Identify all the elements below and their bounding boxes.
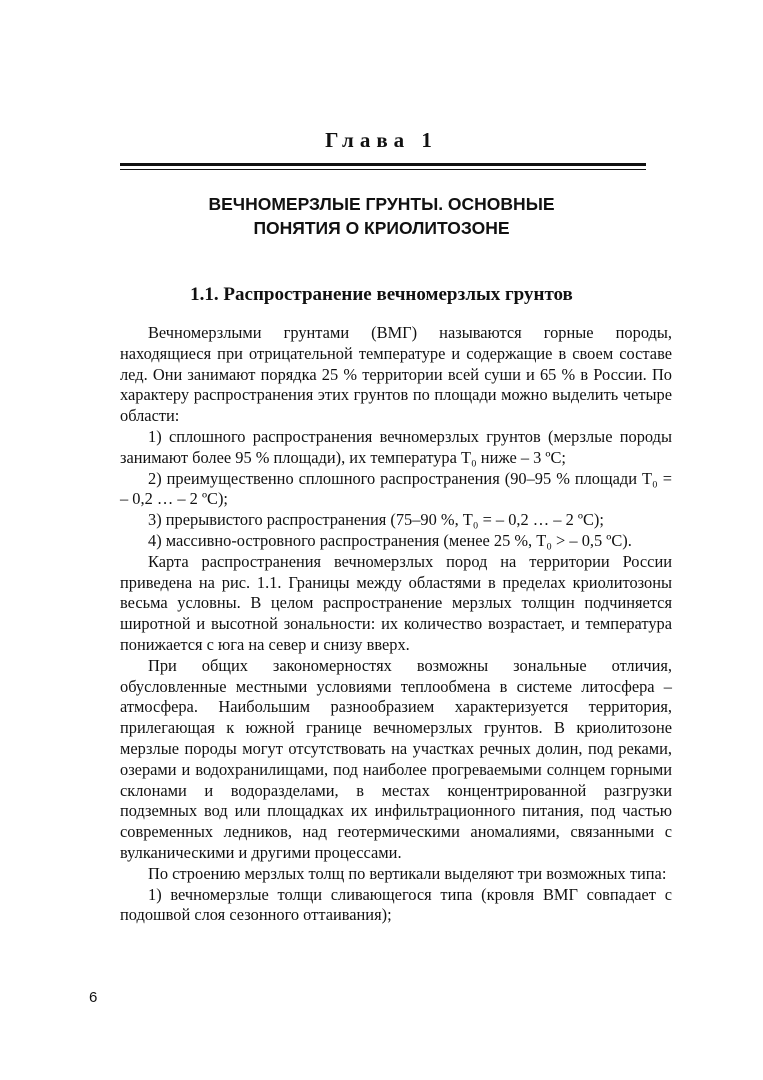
list-item: 1) сплошного распространения вечномерзлых грунтов (мерзлые породы занимают более 95 % площади), их температура T₀ ниже – 3 ºС; bbox=[120, 426, 672, 467]
chapter-title-line-1: ВЕЧНОМЕРЗЛЫЕ ГРУНТЫ. ОСНОВНЫЕ bbox=[208, 194, 555, 214]
chapter-title bbox=[0, 192, 763, 240]
list-item: 4) массивно-островного распространения (менее 25 %, T₀ > – 0,5 ºС). bbox=[148, 530, 632, 550]
section-heading: 1.1. Распространение вечномерзлых грунтов bbox=[190, 284, 573, 305]
list-item: 3) прерывистого распространения (75–90 %, T₀ = – 0,2 … – 2 ºС); bbox=[148, 510, 604, 530]
heading-rule-thin bbox=[120, 169, 646, 170]
paragraph: Карта распространения вечномерзлых пород на территории России приведена на рис. 1.1. Границы между областями в пределах криолитозоны весьма условны. В целом распространение мерзлых толщин подчиняется широтной и высотной зональности: их количество возрастает, и температура понижается с юга на север и снизу вверх. bbox=[120, 551, 672, 654]
body-text bbox=[120, 323, 672, 926]
heading-rule-thick bbox=[120, 163, 646, 166]
page-number: 6 bbox=[89, 989, 98, 1006]
paragraph: По строению мерзлых толщ по вертикали выделяют три возможных типа: bbox=[148, 863, 667, 883]
chapter-heading: Глава 1 bbox=[325, 128, 438, 152]
list-item: 1) вечномерзлые толщи сливающегося типа (кровля ВМГ совпадает с подошвой слоя сезонного оттаивания); bbox=[120, 884, 672, 925]
list-item: 2) преимущественно сплошного распространения (90–95 % площади T₀ = – 0,2 … – 2 ºС); bbox=[120, 468, 672, 509]
paragraph: При общих закономерностях возможны зональные отличия, обусловленные местными условиями теплообмена в системе литосфера – атмосфера. Наибольшим разнообразием характеризуется территория, прилегающая к южной границе вечномерзлых грунтов. В криолитозоне мерзлые породы могут отсутствовать на участках речных долин, под реками, озерами и водохранилищами, под наиболее прогреваемыми солнцем горными склонами и водоразделами, в местах концентрированной разгрузки подземных вод или площадках их инфильтрационного питания, под частью современных ледников, над геотермическими аномалиями, связанными с вулканическими и другими процессами. bbox=[120, 655, 672, 862]
paragraph: Вечномерзлыми грунтами (ВМГ) называются горные породы, находящиеся при отрицательной температуре и содержащие в своем составе лед. Они занимают порядка 25 % территории всей суши и 65 % в России. По характеру распространения этих грунтов по площади можно выделить четыре области: bbox=[120, 323, 672, 426]
chapter-title-line-2: ПОНЯТИЯ О КРИОЛИТОЗОНЕ bbox=[253, 218, 510, 238]
